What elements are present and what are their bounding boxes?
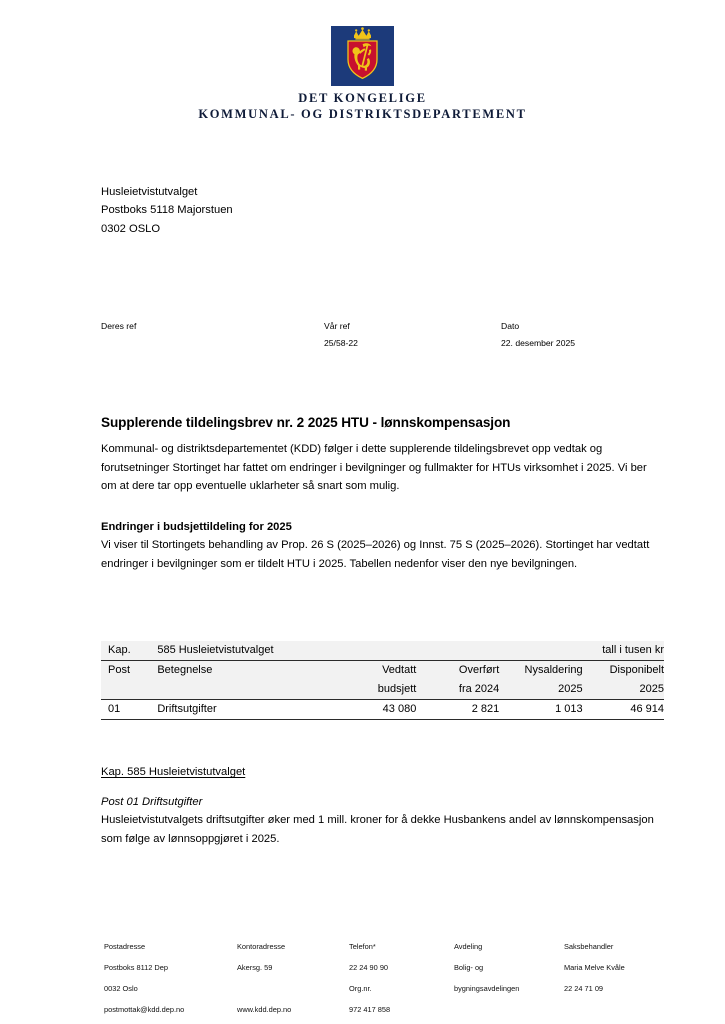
footer-email[interactable]: postmottak@kdd.dep.no [104,1005,185,1015]
budget-table [101,641,664,720]
table-header-row-1 [101,661,664,681]
footer-postadresse-line2: 0032 Oslo [104,983,138,993]
letterhead [0,26,725,122]
footer-column-telefon [349,931,454,1024]
dato-value: 22. desember 2025 [501,338,576,348]
reference-block [101,318,631,352]
wordmark-line-1: DET KONGELIGE [298,91,427,105]
footer-avdeling-label: Avdeling [454,941,483,951]
footer-column-postadresse [104,931,237,1024]
dato-label: Dato [501,321,520,331]
footer-telefon-number: 22 24 90 90 [349,962,389,972]
page-title: Supplerende tildelingsbrev nr. 2 2025 HTU - lønnskompensasjon [101,415,511,430]
recipient-postal-city: 0302 OSLO [101,222,161,235]
wordmark [0,90,725,122]
table-caption-row [101,641,664,661]
intro-paragraph: Kommunal- og distriktsdepartementet (KDD) følger i dette supplerende tildelingsbrevet opp vedtak og forutsetninger Stortinget har fattet om endringer i bevilgninger og fullmakter for HTUs virksomhet i 2025. Vi ber om at dere tar opp eventuelle uklarheter så snart som mulig. [101,443,647,493]
cell-betegnelse: Driftsutgifter [157,700,329,720]
header-betegnelse: Betegnelse [157,661,329,681]
header-nysaldering: Nysaldering [499,661,582,681]
header-post-line2 [101,680,157,700]
deres-ref-label: Deres ref [101,321,137,331]
reference-labels-row [101,318,631,335]
cell-disponibelt-2025: 46 914 [583,700,664,720]
header-post: Post [101,661,157,681]
cell-vedtatt-budsjett: 43 080 [330,700,417,720]
header-betegnelse-line2 [157,680,329,700]
footer-telefon-label: Telefon* [349,941,376,951]
reference-values-row [101,335,631,352]
document-body [101,414,665,574]
chapter-heading: Kap. 585 Husleietvistutvalget [101,766,246,778]
footer-saksbehandler-label: Saksbehandler [564,941,614,951]
footer-orgnr-label: Org.nr. [349,983,372,993]
recipient-name: Husleietvistutvalget [101,186,198,198]
caption-kap-label: Kap. [101,641,157,661]
cell-nysaldering-2025: 1 013 [499,700,582,720]
var-ref-label: Vår ref [324,321,350,331]
header-overfort-line2: fra 2024 [416,680,499,700]
table-header-row-2 [101,680,664,700]
section-paragraph: Vi viser til Stortingets behandling av Prop. 26 S (2025–2026) og Innst. 75 S (2025–2026). Stortinget har vedtatt endringer i bevilgninger som er tildelt HTU i 2025. Tabellen nedenfor viser den nye bevilgningen. [101,539,650,570]
post-heading: Post 01 Driftsutgifter [101,795,203,808]
caption-chapter-title: 585 Husleietvistutvalget [157,641,499,661]
footer-saksbehandler-name: Maria Melve Kvåle [564,962,625,972]
footer-column-saksbehandler [564,931,674,1005]
chapter-detail-section [101,762,665,848]
header-overfort: Overført [416,661,499,681]
header-vedtatt-line2: budsjett [330,680,417,700]
wordmark-line-2: KOMMUNAL- OG DISTRIKTSDEPARTEMENT [198,107,527,121]
footer-kontoradresse-label: Kontoradresse [237,941,286,951]
footer-avdeling-line1: Bolig- og [454,962,484,972]
section-heading: Endringer i budsjettildeling for 2025 [101,520,292,533]
norwegian-coat-of-arms-icon [0,26,725,86]
footer-postadresse-label: Postadresse [104,941,146,951]
footer-website[interactable]: www.kdd.dep.no [237,1005,292,1015]
caption-unit: tall i tusen kr [499,641,664,661]
footer-avdeling-line2: bygningsavdelingen [454,983,520,993]
footer-postadresse-line1: Postboks 8112 Dep [104,962,168,972]
page-footer [104,931,674,1024]
header-disponibelt-line2: 2025 [583,680,664,700]
post-body-paragraph: Husleietvistutvalgets driftsutgifter øker med 1 mill. kroner for å dekke Husbankens andel av lønnskompensasjon som følge av lønnsoppgjøret i 2025. [101,814,654,845]
footer-saksbehandler-phone: 22 24 71 09 [564,983,604,993]
budget-table-wrapper [101,641,664,720]
footer-orgnr-value: 972 417 858 [349,1005,391,1015]
footer-column-kontoradresse [237,931,349,1024]
cell-post: 01 [101,700,157,720]
footer-kontoradresse-line2 [237,984,349,995]
footer-kontoradresse-line1: Akersg. 59 [237,962,273,972]
header-nysaldering-line2: 2025 [499,680,582,700]
recipient-address-block [101,183,233,238]
header-vedtatt: Vedtatt [330,661,417,681]
recipient-street: Postboks 5118 Majorstuen [101,204,233,217]
header-disponibelt: Disponibelt [583,661,664,681]
cell-overfort-fra-2024: 2 821 [416,700,499,720]
table-row [101,700,664,720]
var-ref-value: 25/58-22 [324,338,358,348]
footer-column-avdeling [454,931,564,1005]
